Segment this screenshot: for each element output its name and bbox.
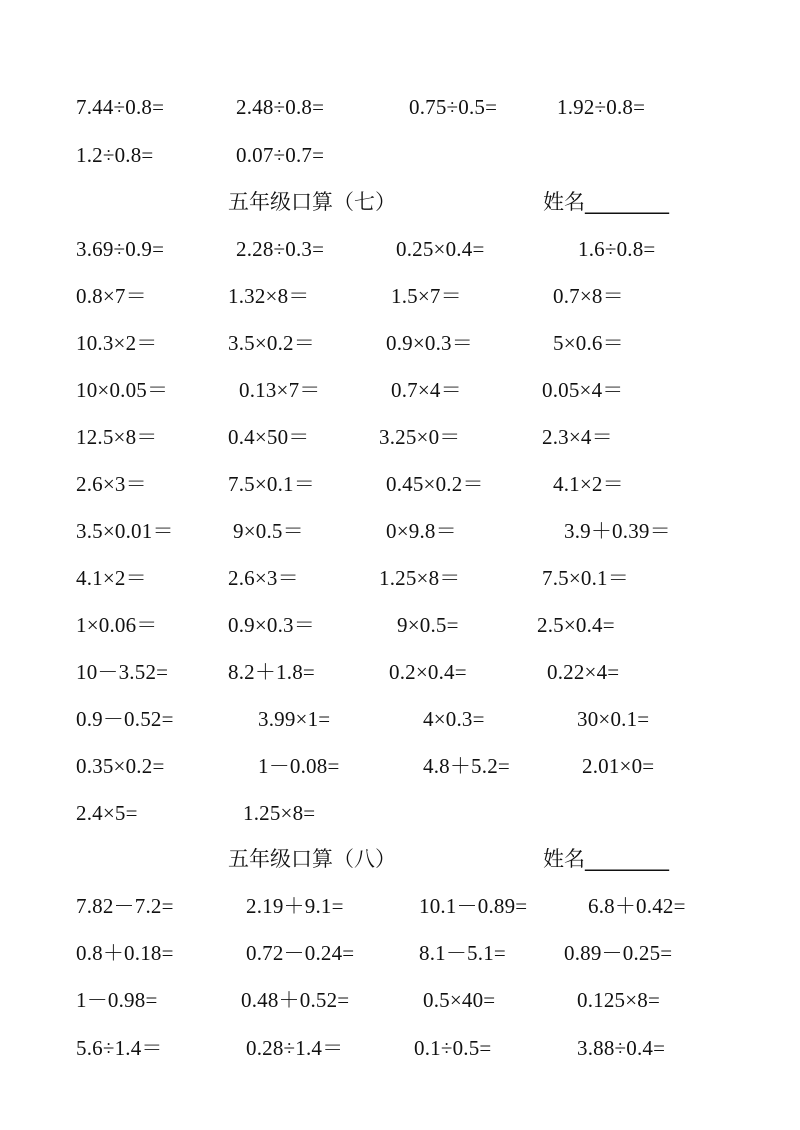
- problem: 10－3.52=: [76, 660, 169, 684]
- problem: 0.125×8=: [577, 988, 661, 1012]
- problem: 0.05×4＝: [542, 378, 624, 402]
- problem: 0×9.8＝: [386, 519, 457, 543]
- problem: 3.5×0.2＝: [228, 331, 315, 355]
- problem: 0.9－0.52=: [76, 707, 174, 731]
- section-heading: [0, 841, 800, 877]
- problem: 12.5×8＝: [76, 425, 158, 449]
- section-title: 五年级口算（八）: [228, 847, 396, 871]
- problem-row: [0, 232, 800, 266]
- problem: 1.25×8＝: [379, 566, 461, 590]
- section-heading: [0, 184, 800, 220]
- problem: 0.9×0.3＝: [386, 331, 473, 355]
- problem-row: [0, 749, 800, 783]
- problem-row: [0, 608, 800, 642]
- problem: 3.69÷0.9=: [76, 237, 165, 261]
- problem: 2.01×0=: [582, 754, 655, 778]
- problem: 7.44÷0.8=: [76, 95, 165, 119]
- problem: 0.25×0.4=: [396, 237, 485, 261]
- problem: 0.75÷0.5=: [409, 95, 498, 119]
- problem: 0.48＋0.52=: [241, 988, 350, 1012]
- problem: 1.2÷0.8=: [76, 143, 154, 167]
- problem: 3.25×0＝: [379, 425, 461, 449]
- problem-row: [0, 90, 800, 124]
- problem-row: [0, 796, 800, 830]
- problem: 1－0.08=: [258, 754, 340, 778]
- problem: 5.6÷1.4＝: [76, 1036, 163, 1060]
- name-field-label: 姓名________: [543, 847, 669, 871]
- problem: 6.8＋0.42=: [588, 894, 686, 918]
- problem: 7.5×0.1＝: [542, 566, 629, 590]
- problem: 0.07÷0.7=: [236, 143, 325, 167]
- problem: 0.9×0.3＝: [228, 613, 315, 637]
- problem: 3.88÷0.4=: [577, 1036, 666, 1060]
- problem-row: [0, 514, 800, 548]
- problem-row: [0, 702, 800, 736]
- problem: 2.6×3＝: [228, 566, 299, 590]
- problem: 4.8＋5.2=: [423, 754, 510, 778]
- problem: 2.4×5=: [76, 801, 138, 825]
- problem: 2.6×3＝: [76, 472, 147, 496]
- name-field-label: 姓名________: [543, 190, 669, 214]
- problem: 1.6÷0.8=: [578, 237, 656, 261]
- problem: 5×0.6＝: [553, 331, 624, 355]
- problem: 0.1÷0.5=: [414, 1036, 492, 1060]
- problem-row: [0, 138, 800, 172]
- problem: 3.9＋0.39＝: [564, 519, 671, 543]
- problem-row: [0, 655, 800, 689]
- problem: 1－0.98=: [76, 988, 158, 1012]
- problem: 0.8＋0.18=: [76, 941, 174, 965]
- problem: 2.28÷0.3=: [236, 237, 325, 261]
- problem: 4.1×2＝: [553, 472, 624, 496]
- problem-row: [0, 1031, 800, 1065]
- problem-row: [0, 373, 800, 407]
- problem: 7.82－7.2=: [76, 894, 174, 918]
- problem: 0.7×4＝: [391, 378, 462, 402]
- problem: 0.4×50＝: [228, 425, 310, 449]
- problem: 1.92÷0.8=: [557, 95, 646, 119]
- problem: 2.48÷0.8=: [236, 95, 325, 119]
- problem: 4.1×2＝: [76, 566, 147, 590]
- problem-row: [0, 561, 800, 595]
- problem: 1.5×7＝: [391, 284, 462, 308]
- problem: 0.7×8＝: [553, 284, 624, 308]
- problem: 1.25×8=: [243, 801, 316, 825]
- problem: 1.32×8＝: [228, 284, 310, 308]
- problem: 4×0.3=: [423, 707, 485, 731]
- problem: 0.5×40=: [423, 988, 496, 1012]
- problem: 2.3×4＝: [542, 425, 613, 449]
- problem: 7.5×0.1＝: [228, 472, 315, 496]
- problem: 0.8×7＝: [76, 284, 147, 308]
- problem: 10.1－0.89=: [419, 894, 528, 918]
- problem-row: [0, 326, 800, 360]
- problem: 9×0.5=: [397, 613, 459, 637]
- problem: 8.1－5.1=: [419, 941, 506, 965]
- problem: 9×0.5＝: [233, 519, 304, 543]
- problem: 10×0.05＝: [76, 378, 169, 402]
- problem: 2.5×0.4=: [537, 613, 615, 637]
- problem: 1×0.06＝: [76, 613, 158, 637]
- problem: 0.45×0.2＝: [386, 472, 484, 496]
- section-title: 五年级口算（七）: [228, 190, 396, 214]
- problem: 3.99×1=: [258, 707, 331, 731]
- problem: 0.22×4=: [547, 660, 620, 684]
- problem: 2.19＋9.1=: [246, 894, 344, 918]
- problem-row: [0, 279, 800, 313]
- problem-row: [0, 420, 800, 454]
- problem-row: [0, 467, 800, 501]
- problem: 0.13×7＝: [239, 378, 321, 402]
- problem: 10.3×2＝: [76, 331, 158, 355]
- problem-row: [0, 889, 800, 923]
- problem: 0.35×0.2=: [76, 754, 165, 778]
- problem: 3.5×0.01＝: [76, 519, 174, 543]
- problem: 0.28÷1.4＝: [246, 1036, 344, 1060]
- problem: 30×0.1=: [577, 707, 650, 731]
- problem: 0.89－0.25=: [564, 941, 673, 965]
- problem: 0.72－0.24=: [246, 941, 355, 965]
- problem: 8.2＋1.8=: [228, 660, 315, 684]
- problem-row: [0, 936, 800, 970]
- problem: 0.2×0.4=: [389, 660, 467, 684]
- problem-row: [0, 983, 800, 1017]
